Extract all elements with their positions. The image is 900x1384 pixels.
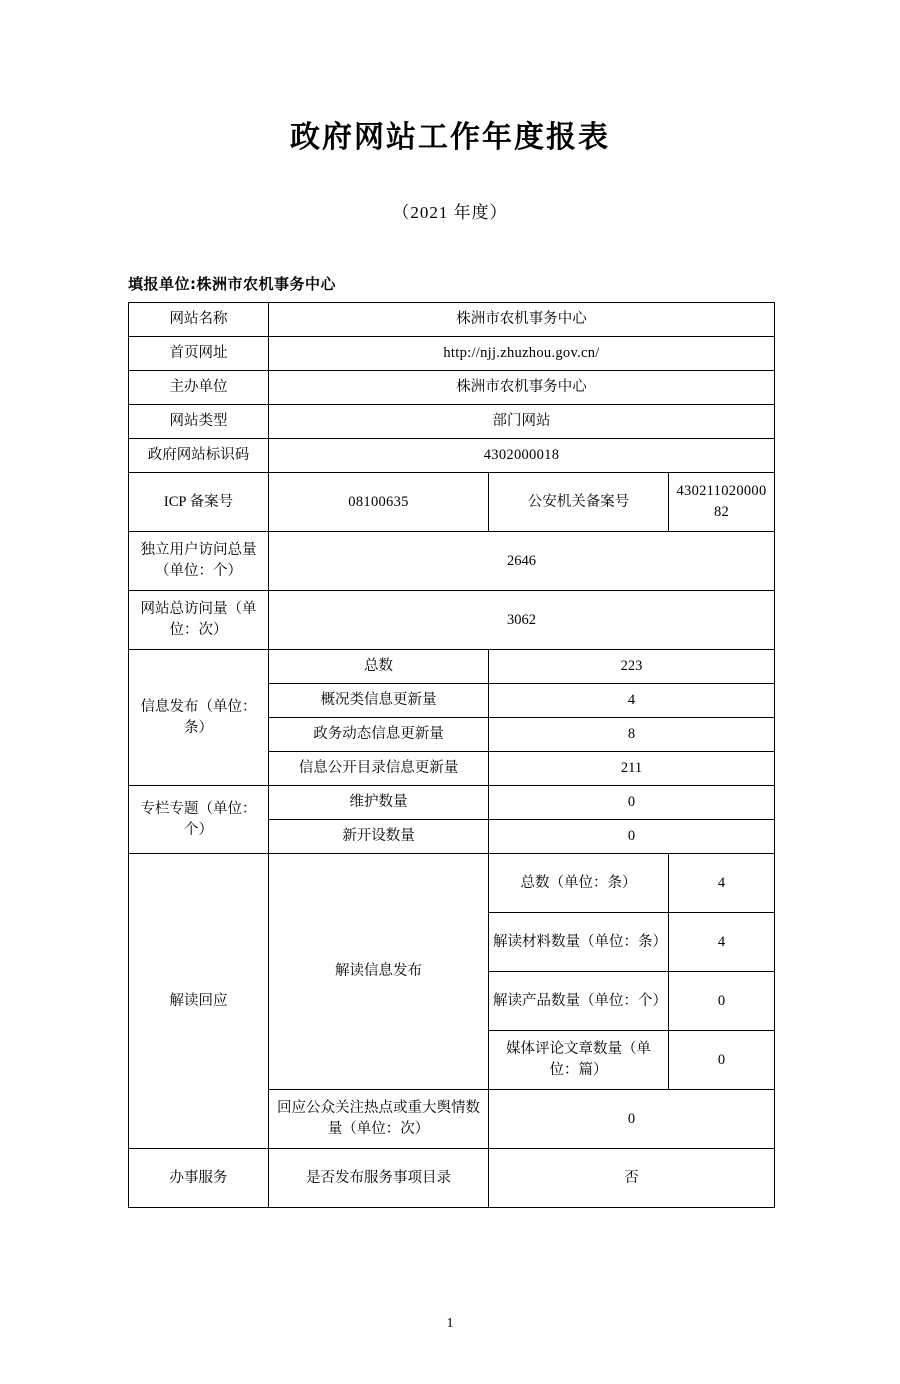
- column-topic-item-name: 维护数量: [269, 786, 489, 820]
- interpretation-item-name: 解读材料数量（单位：条）: [489, 913, 669, 972]
- interpretation-item-value: 0: [669, 972, 775, 1031]
- table-row: [129, 786, 775, 820]
- interpretation-item-name: 解读产品数量（单位：个）: [489, 972, 669, 1031]
- total-visits-value: 3062: [269, 591, 775, 650]
- info-publish-item-name: 概况类信息更新量: [269, 684, 489, 718]
- table-row: [129, 439, 775, 473]
- response-hotspot-value: 0: [489, 1090, 775, 1149]
- info-publish-item-name: 总数: [269, 650, 489, 684]
- document-page: [0, 112, 900, 1384]
- annual-report-table: [128, 302, 775, 1208]
- info-publish-item-name: 信息公开目录信息更新量: [269, 752, 489, 786]
- interpretation-item-value: 4: [669, 854, 775, 913]
- interpretation-label: 解读回应: [129, 854, 269, 1149]
- homepage-value: http://njj.zhuzhou.gov.cn/: [269, 337, 775, 371]
- police-record-value: 43021102000082: [669, 473, 775, 532]
- total-visits-label: 网站总访问量（单位：次）: [129, 591, 269, 650]
- interpretation-publish-label: 解读信息发布: [269, 854, 489, 1090]
- info-publish-item-value: 4: [489, 684, 775, 718]
- page-subtitle: （2021 年度）: [392, 203, 508, 222]
- gov-site-code-label: 政府网站标识码: [129, 439, 269, 473]
- table-row: [129, 473, 775, 532]
- unique-visitors-value: 2646: [269, 532, 775, 591]
- info-publish-label: 信息发布（单位：条）: [129, 650, 269, 786]
- host-unit-value: 株洲市农机事务中心: [269, 371, 775, 405]
- homepage-label: 首页网址: [129, 337, 269, 371]
- gov-site-code-value: 4302000018: [269, 439, 775, 473]
- interpretation-item-value: 4: [669, 913, 775, 972]
- icp-value: 08100635: [269, 473, 489, 532]
- interpretation-item-name: 总数（单位：条）: [489, 854, 669, 913]
- police-record-label: 公安机关备案号: [489, 473, 669, 532]
- table-row: [129, 854, 775, 913]
- interpretation-item-value: 0: [669, 1031, 775, 1090]
- column-topic-label: 专栏专题（单位：个）: [129, 786, 269, 854]
- page-title: 政府网站工作年度报表: [290, 120, 610, 155]
- service-item-label: 是否发布服务事项目录: [269, 1149, 489, 1208]
- table-row: [129, 371, 775, 405]
- reporting-unit: 填报单位:株洲市农机事务中心: [128, 275, 336, 293]
- column-topic-item-name: 新开设数量: [269, 820, 489, 854]
- table-row: [129, 1149, 775, 1208]
- table-row: [129, 303, 775, 337]
- column-topic-item-value: 0: [489, 786, 775, 820]
- table-row: [129, 405, 775, 439]
- interpretation-item-name: 媒体评论文章数量（单位：篇）: [489, 1031, 669, 1090]
- site-name-value: 株洲市农机事务中心: [269, 303, 775, 337]
- page-number: 1: [446, 1316, 454, 1331]
- info-publish-item-value: 211: [489, 752, 775, 786]
- site-type-value: 部门网站: [269, 405, 775, 439]
- site-name-label: 网站名称: [129, 303, 269, 337]
- service-label: 办事服务: [129, 1149, 269, 1208]
- table-row: [129, 591, 775, 650]
- table-row: [129, 650, 775, 684]
- unique-visitors-label: 独立用户访问总量（单位：个）: [129, 532, 269, 591]
- info-publish-item-value: 223: [489, 650, 775, 684]
- table-row: [129, 337, 775, 371]
- response-hotspot-label: 回应公众关注热点或重大舆情数量（单位：次）: [269, 1090, 489, 1149]
- icp-label: ICP 备案号: [129, 473, 269, 532]
- column-topic-item-value: 0: [489, 820, 775, 854]
- site-type-label: 网站类型: [129, 405, 269, 439]
- host-unit-label: 主办单位: [129, 371, 269, 405]
- table-row: [129, 532, 775, 591]
- info-publish-item-name: 政务动态信息更新量: [269, 718, 489, 752]
- info-publish-item-value: 8: [489, 718, 775, 752]
- service-item-value: 否: [489, 1149, 775, 1208]
